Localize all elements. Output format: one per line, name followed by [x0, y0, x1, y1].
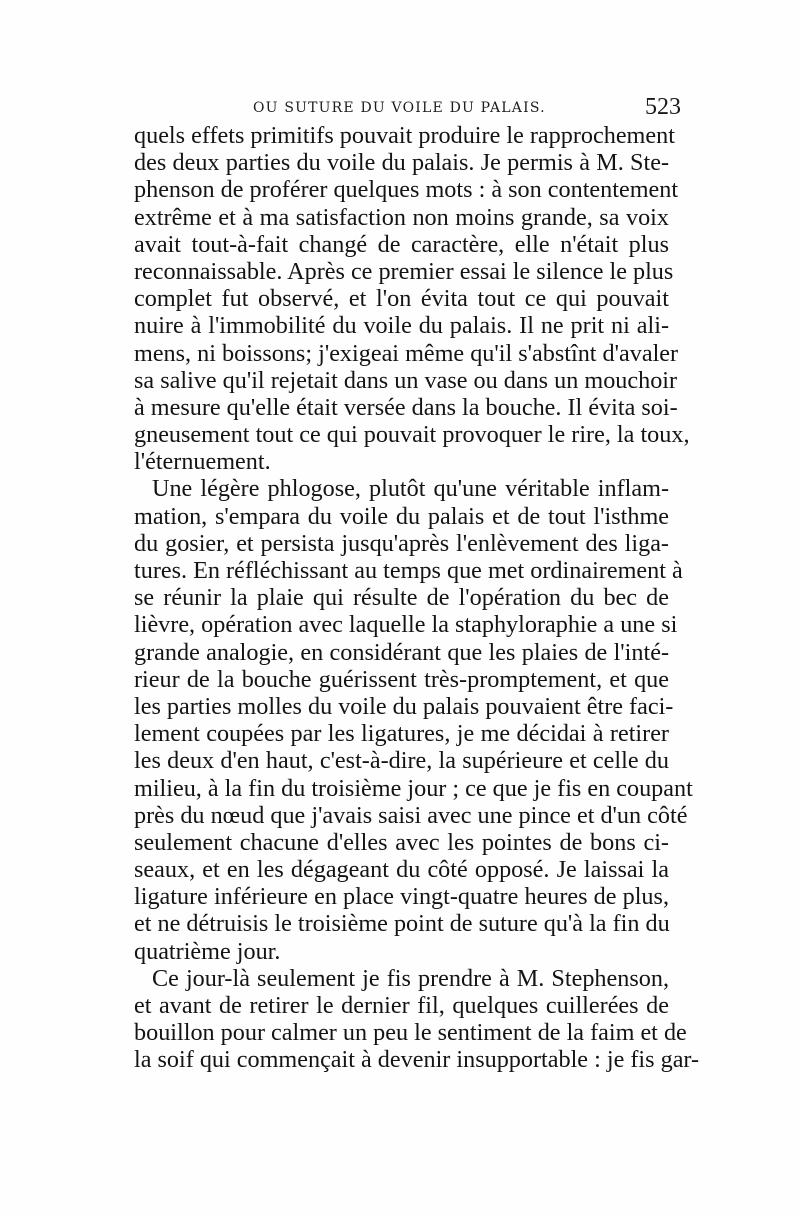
- text-line: et avant de retirer le dernier fil, quelques cuillerées de: [134, 992, 669, 1019]
- page-number: 523: [645, 94, 681, 120]
- text-line: les parties molles du voile du palais pouvaient être faci-: [134, 692, 674, 720]
- text-line: gneusement tout ce qui pouvait provoquer le rire, la toux,: [134, 421, 690, 449]
- text-line: quatrième jour.: [134, 937, 281, 965]
- text-line: lement coupées par les ligatures, je me décidai à retirer: [134, 720, 669, 748]
- text-line: quels effets primitifs pouvait produire le rapprochement: [134, 122, 675, 149]
- text-line: des deux parties du voile du palais. Je permis à M. Ste-: [134, 149, 669, 177]
- text-line: nuire à l'immobilité du voile du palais. Il ne prit ni ali-: [134, 312, 669, 340]
- text-line: complet fut observé, et l'on évita tout ce qui pouvait: [134, 285, 669, 313]
- text-line: ligature inférieure en place vingt-quatre heures de plus,: [134, 883, 669, 911]
- text-line: lièvre, opération avec laquelle la staphyloraphie a une si: [134, 611, 678, 639]
- text-line: rieur de la bouche guérissent très-promptement, et que: [134, 665, 669, 693]
- text-line: mens, ni boissons; j'exigeai même qu'il s'abstînt d'avaler: [134, 339, 679, 367]
- text-line: les deux d'en haut, c'est-à-dire, la supérieure et celle du: [134, 747, 669, 775]
- text-line: phenson de proférer quelques mots : à son contentement: [134, 176, 679, 204]
- text-line: extrême et à ma satisfaction non moins grande, sa voix: [134, 203, 669, 231]
- text-line: reconnaissable. Après ce premier essai le silence le plus: [134, 257, 674, 285]
- page-header: [133, 94, 681, 122]
- text-line: grande analogie, en considérant que les plaies de l'inté-: [134, 638, 669, 666]
- text-line: tures. En réfléchissant au temps que met ordinairement à: [134, 557, 683, 584]
- text-line: seulement chacune d'elles avec les pointes de bons ci-: [134, 828, 669, 856]
- text-line: et ne détruisis le troisième point de suture qu'à la fin du: [134, 910, 670, 938]
- body-text: [134, 122, 700, 1074]
- text-line: la soif qui commençait à devenir insupportable : je fis gar-: [134, 1046, 700, 1074]
- paragraph-start-line: Une légère phlogose, plutôt qu'une véritable inflam-: [152, 475, 669, 503]
- text-line: seaux, et en les dégageant du côté opposé. Je laissai la: [134, 856, 669, 884]
- text-line: sa salive qu'il rejetait dans un vase ou dans un mouchoir: [134, 366, 678, 394]
- text-line: se réunir la plaie qui résulte de l'opération du bec de: [134, 584, 669, 612]
- text-line: près du nœud que j'avais saisi avec une pince et d'un côté: [134, 801, 688, 829]
- text-line: du gosier, et persista jusqu'après l'enlèvement des liga-: [134, 529, 669, 557]
- running-title: OU SUTURE DU VOILE DU PALAIS.: [253, 100, 546, 116]
- text-line: à mesure qu'elle était versée dans la bouche. Il évita soi-: [134, 393, 678, 421]
- text-line: mation, s'empara du voile du palais et de tout l'isthme: [134, 502, 669, 530]
- text-line: milieu, à la fin du troisième jour ; ce que je fis en coupant: [134, 774, 693, 802]
- text-line: l'éternuement.: [134, 448, 271, 476]
- paragraph-start-line: Ce jour-là seulement je fis prendre à M. Stephenson,: [152, 964, 669, 992]
- text-line: avait tout-à-fait changé de caractère, elle n'était plus: [134, 230, 669, 258]
- text-line: bouillon pour calmer un peu le sentiment de la faim et de: [134, 1019, 687, 1047]
